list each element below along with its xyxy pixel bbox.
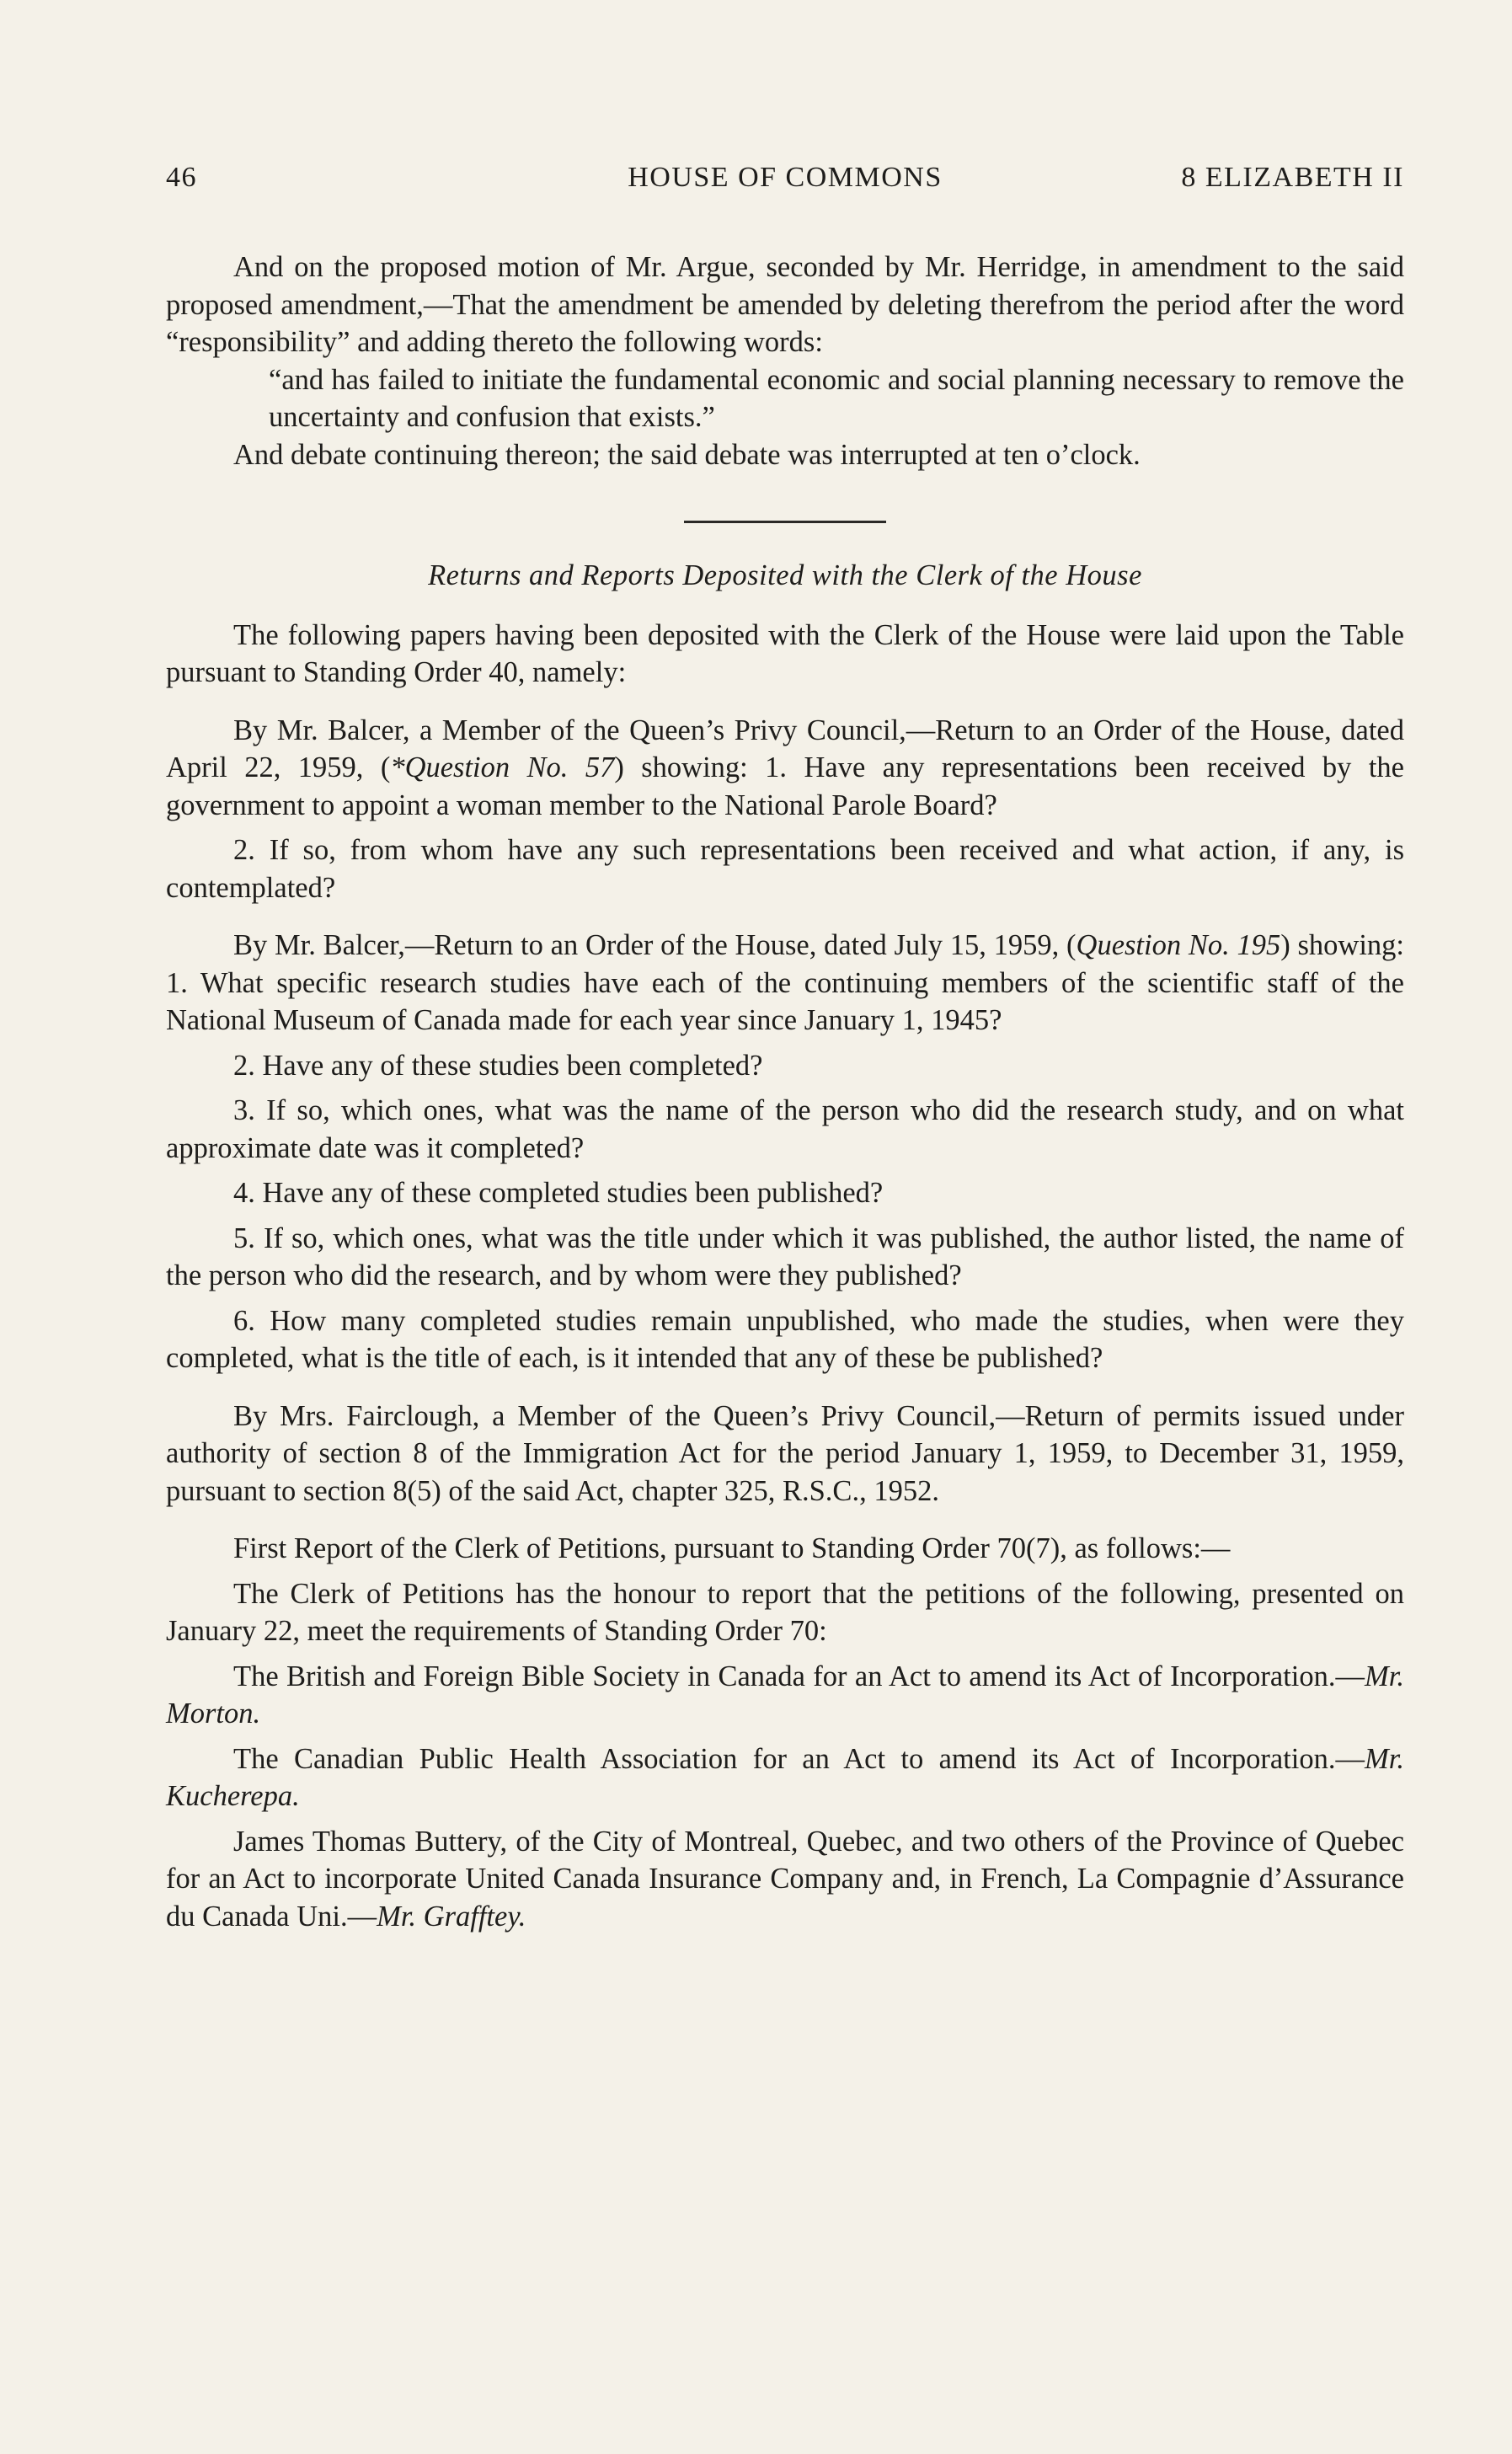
petition-text: The Canadian Public Health Association for an Act to amend its Act of Incorporation.—: [233, 1742, 1365, 1775]
petition-member: Mr. Grafftey.: [377, 1900, 526, 1933]
return-balcer-2-q3: 3. If so, which ones, what was the name of the person who did the research study, and on what approximate date was it completed?: [166, 1094, 1404, 1164]
section-heading: Returns and Reports Deposited with the Clerk of the House: [428, 559, 1142, 591]
question-reference: *Question No. 57: [390, 751, 615, 783]
page-body: [166, 249, 1404, 1935]
petition-public-health: [166, 1740, 1404, 1815]
page-number: 46: [166, 162, 197, 193]
return-balcer-2-q4: 4. Have any of these completed studies been published?: [233, 1177, 884, 1209]
return-balcer-2-q2: 2. Have any of these studies been completed?: [233, 1049, 763, 1082]
header-reign: 8 ELIZABETH II: [1181, 162, 1404, 193]
return-balcer-2-q6: 6. How many completed studies remain unpublished, who made the studies, when were they completed, what is the title of each, is it intended that any of these be published?: [166, 1304, 1404, 1374]
petition-text: The British and Foreign Bible Society in Canada for an Act to amend its Act of Incorporation.—: [233, 1660, 1365, 1692]
section-divider: [684, 521, 886, 523]
return-text-pre: By Mr. Balcer,—Return to an Order of the House, dated July 15, 1959, (: [233, 929, 1077, 961]
petitions-report: The Clerk of Petitions has the honour to report that the petitions of the following, presented on January 22, meet the requirements of Standing Order 70:: [166, 1577, 1404, 1647]
return-fairclough: By Mrs. Fairclough, a Member of the Queen’s Privy Council,—Return of permits issued under authority of section 8 of the Immigration Act for the period January 1, 1959, to December 31, 1959, pursuant to section 8(5) of the said Act, chapter 325, R.S.C., 1952.: [166, 1399, 1404, 1507]
question-reference: Question No. 195: [1076, 929, 1281, 961]
debate-paragraph: And debate continuing thereon; the said debate was interrupted at ten o’clock.: [233, 438, 1141, 471]
petition-member: Mr. Morton.: [166, 1660, 1404, 1730]
return-text-pre: By Mr. Balcer, a Member of the Queen’s Privy Council,—Return to an Order of the House, dated April 22, 1959, (: [166, 714, 1404, 783]
return-text-post: ) showing: 1. Have any representations been received by the government to appoint a woman member to the National Parole Board?: [166, 751, 1404, 821]
return-balcer-2: [166, 927, 1404, 1040]
amendment-quote: “and has failed to initiate the fundamental economic and social planning necessary to remove the uncertainty and confusion that exists.”: [269, 363, 1404, 433]
section-lead: The following papers having been deposited with the Clerk of the House were laid upon the Table pursuant to Standing Order 40, namely:: [166, 618, 1404, 688]
header-title: HOUSE OF COMMONS: [628, 162, 943, 193]
return-text-post: ) showing: 1. What specific research studies have each of the continuing members of the scientific staff of the National Museum of Canada made for each year since January 1, 1945?: [166, 929, 1404, 1036]
running-header: [166, 162, 1404, 200]
return-balcer-2-q5: 5. If so, which ones, what was the title under which it was published, the author listed, the name of the person who did the research, and by whom were they published?: [166, 1222, 1404, 1291]
petitions-lead: First Report of the Clerk of Petitions, pursuant to Standing Order 70(7), as follows:—: [233, 1532, 1231, 1564]
return-balcer-1: [166, 712, 1404, 825]
petition-insurance: [166, 1823, 1404, 1936]
return-balcer-1-q2: 2. If so, from whom have any such representations been received and what action, if any, is contemplated?: [166, 834, 1404, 904]
petition-member: Mr. Kucherepa.: [166, 1742, 1404, 1812]
petition-bible-society: [166, 1658, 1404, 1733]
petition-text: James Thomas Buttery, of the City of Montreal, Quebec, and two others of the Province of Quebec for an Act to incorporate United Canada Insurance Company and, in French, La Compagnie d’Assurance du Canada Uni.—: [166, 1825, 1404, 1933]
amendment-paragraph: And on the proposed motion of Mr. Argue, seconded by Mr. Herridge, in amendment to the said proposed amendment,—That the amendment be amended by deleting therefrom the period after the word “responsibility” and adding thereto the following words:: [166, 251, 1404, 358]
